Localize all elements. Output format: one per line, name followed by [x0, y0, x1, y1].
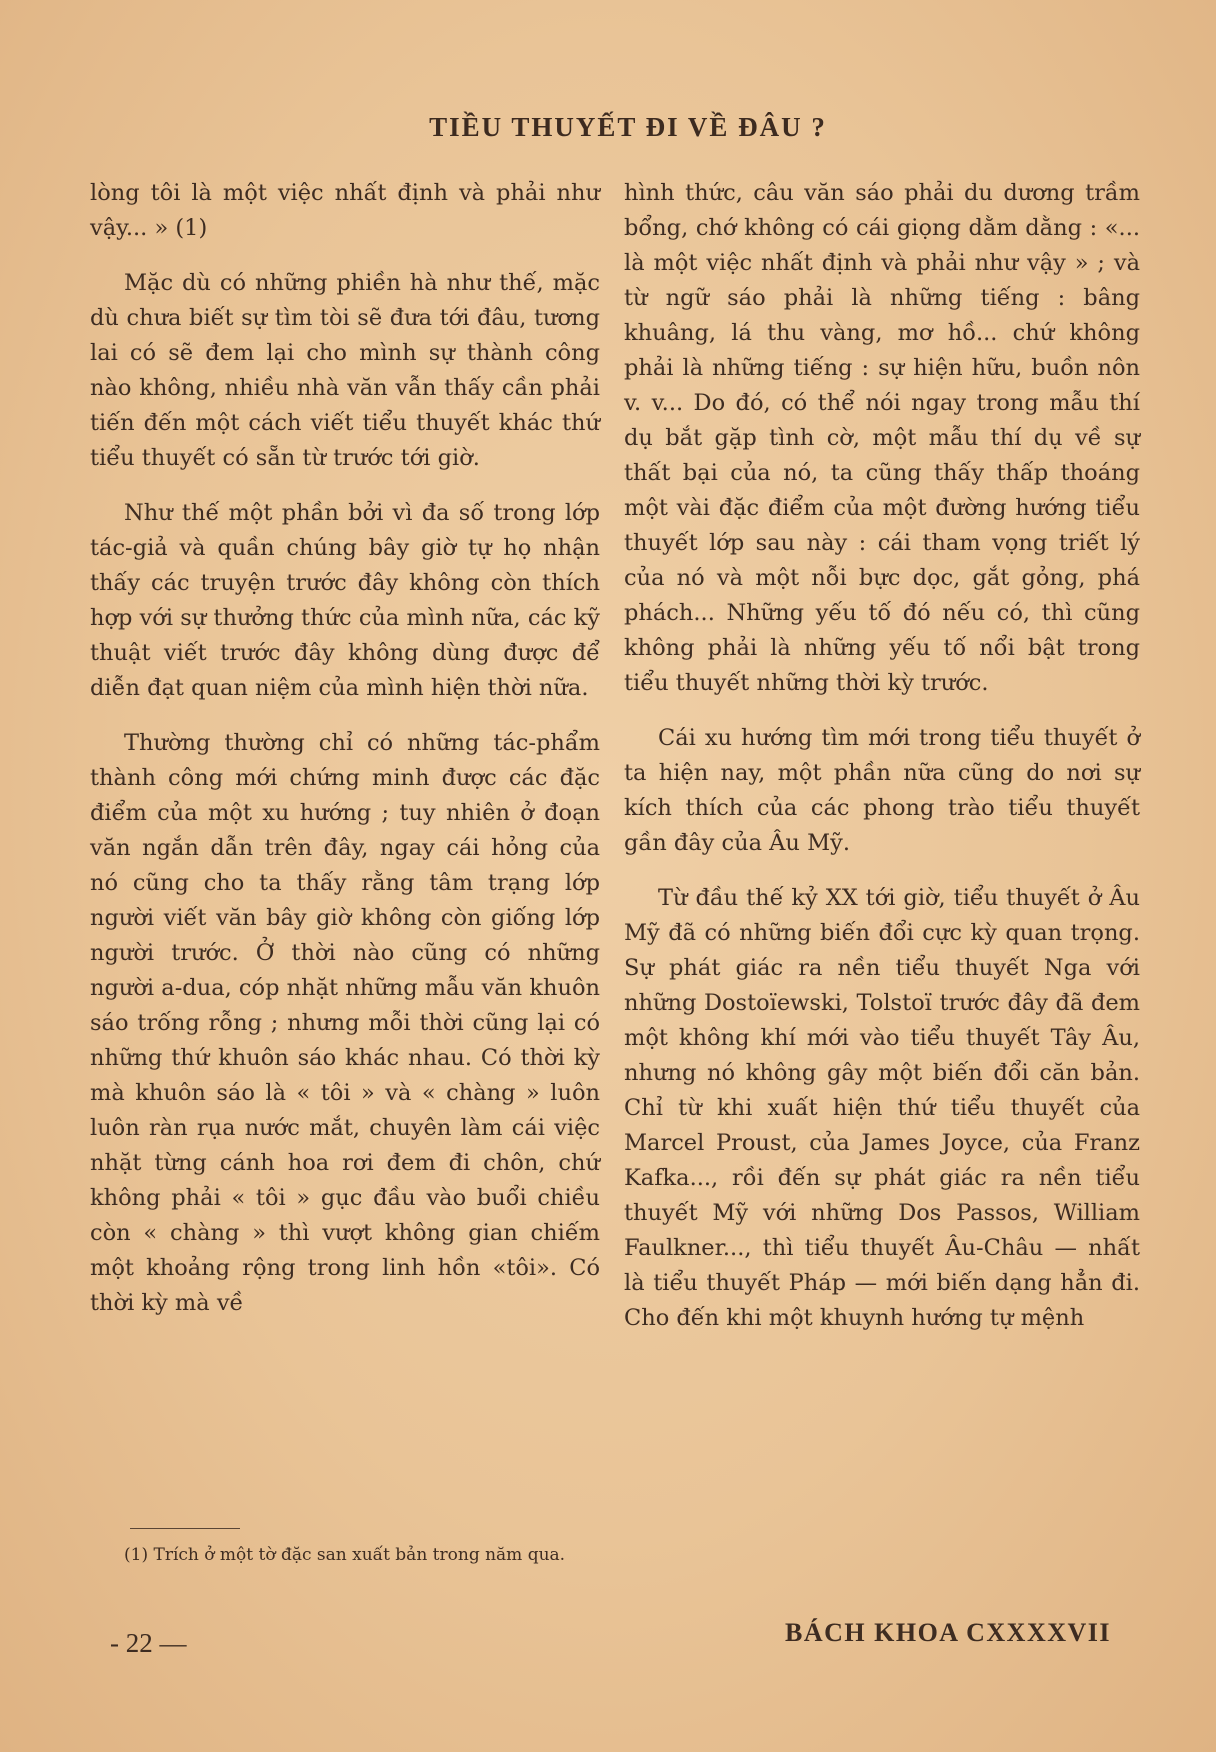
footnote-divider	[130, 1528, 240, 1529]
paragraph: Như thế một phần bởi vì đa số trong lớp tác-giả và quần chúng bây giờ tự họ nhận thấy các truyện trước đây không còn thích hợp với sự thưởng thức của mình nữa, các kỹ thuật viết trước đây không dùng được để diễn đạt quan niệm của mình hiện thời nữa.	[90, 500, 600, 701]
paragraph: Thường thường chỉ có những tác-phẩm thành công mới chứng minh được các đặc điểm của một xu hướng ; tuy nhiên ở đoạn văn ngắn dẫn trên đây, ngay cái hỏng của nó cũng cho ta thấy rằng tâm trạng lớp người viết văn bây giờ không còn giống lớp người trước. Ở thời nào cũng có những người a-dua, cóp nhặt những mẫu văn khuôn sáo trống rỗng ; nhưng mỗi thời cũng lại có những thứ khuôn sáo khác nhau. Có thời kỳ mà khuôn sáo là « tôi » và « chàng » luôn luôn ràn rụa nước mắt, chuyên làm cái việc nhặt từng cánh hoa rơi đem đi chôn, chứ không phải « tôi » gục đầu vào buổi chiều còn « chàng » thì vượt không gian chiếm một khoảng rộng trong linh hồn «tôi». Có thời kỳ mà về	[90, 730, 600, 1316]
paragraph: Từ đầu thế kỷ XX tới giờ, tiểu thuyết ở Âu Mỹ đã có những biến đổi cực kỳ quan trọng. Sự phát giác ra nền tiểu thuyết Nga với những Dostoïewski, Tolstoï trước đây đã đem một không khí mới vào tiểu thuyết Tây Âu, nhưng nó không gây một biến đổi căn bản. Chỉ từ khi xuất hiện thứ tiểu thuyết của Marcel Proust, của James Joyce, của Franz Kafka..., rồi đến sự phát giác ra nền tiểu thuyết Mỹ với những Dos Passos, William Faulkner..., thì tiểu thuyết Âu-Châu — nhất là tiểu thuyết Pháp — mới biến dạng hẳn đi. Cho đến khi một khuynh hướng tự mệnh	[624, 885, 1140, 1331]
paragraph: Cái xu hướng tìm mới trong tiểu thuyết ở ta hiện nay, một phần nữa cũng do nơi sự kích thích của các phong trào tiểu thuyết gần đây của Âu Mỹ.	[624, 725, 1140, 856]
journal-issue: BÁCH KHOA CXXXXVII	[785, 1618, 1112, 1647]
left-column	[90, 176, 600, 1341]
right-column	[624, 176, 1140, 1356]
footnote: (1) Trích ở một tờ đặc san xuất bản trong năm qua.	[124, 1545, 566, 1565]
page-number: - 22 —	[110, 1628, 187, 1658]
paragraph: lòng tôi là một việc nhất định và phải như vậy... » (1)	[90, 180, 600, 241]
running-title: TIỀU THUYẾT ĐI VỀ ĐÂU ?	[429, 112, 827, 142]
paragraph: hình thức, câu văn sáo phải du dương trầm bổng, chớ không có cái giọng dằm dằng : «... là một việc nhất định và phải như vậy » ; và từ ngữ sáo phải là những tiếng : bâng khuâng, lá thu vàng, mơ hồ... chứ không phải là những tiếng : sự hiện hữu, buồn nôn v. v... Do đó, có thể nói ngay trong mẫu thí dụ bắt gặp tình cờ, một mẫu thí dụ về sự thất bại của nó, ta cũng thấy thấp thoáng một vài đặc điểm của một đường hướng tiểu thuyết lớp sau này : cái tham vọng triết lý của nó và một nỗi bực dọc, gắt gỏng, phá phách... Những yếu tố đó nếu có, thì cũng không phải là những yếu tố nổi bật trong tiểu thuyết những thời kỳ trước.	[624, 180, 1140, 696]
paragraph: Mặc dù có những phiền hà như thế, mặc dù chưa biết sự tìm tòi sẽ đưa tới đâu, tương lai có sẽ đem lại cho mình sự thành công nào không, nhiều nhà văn vẫn thấy cần phải tiến đến một cách viết tiểu thuyết khác thứ tiểu thuyết có sẵn từ trước tới giờ.	[90, 270, 600, 471]
